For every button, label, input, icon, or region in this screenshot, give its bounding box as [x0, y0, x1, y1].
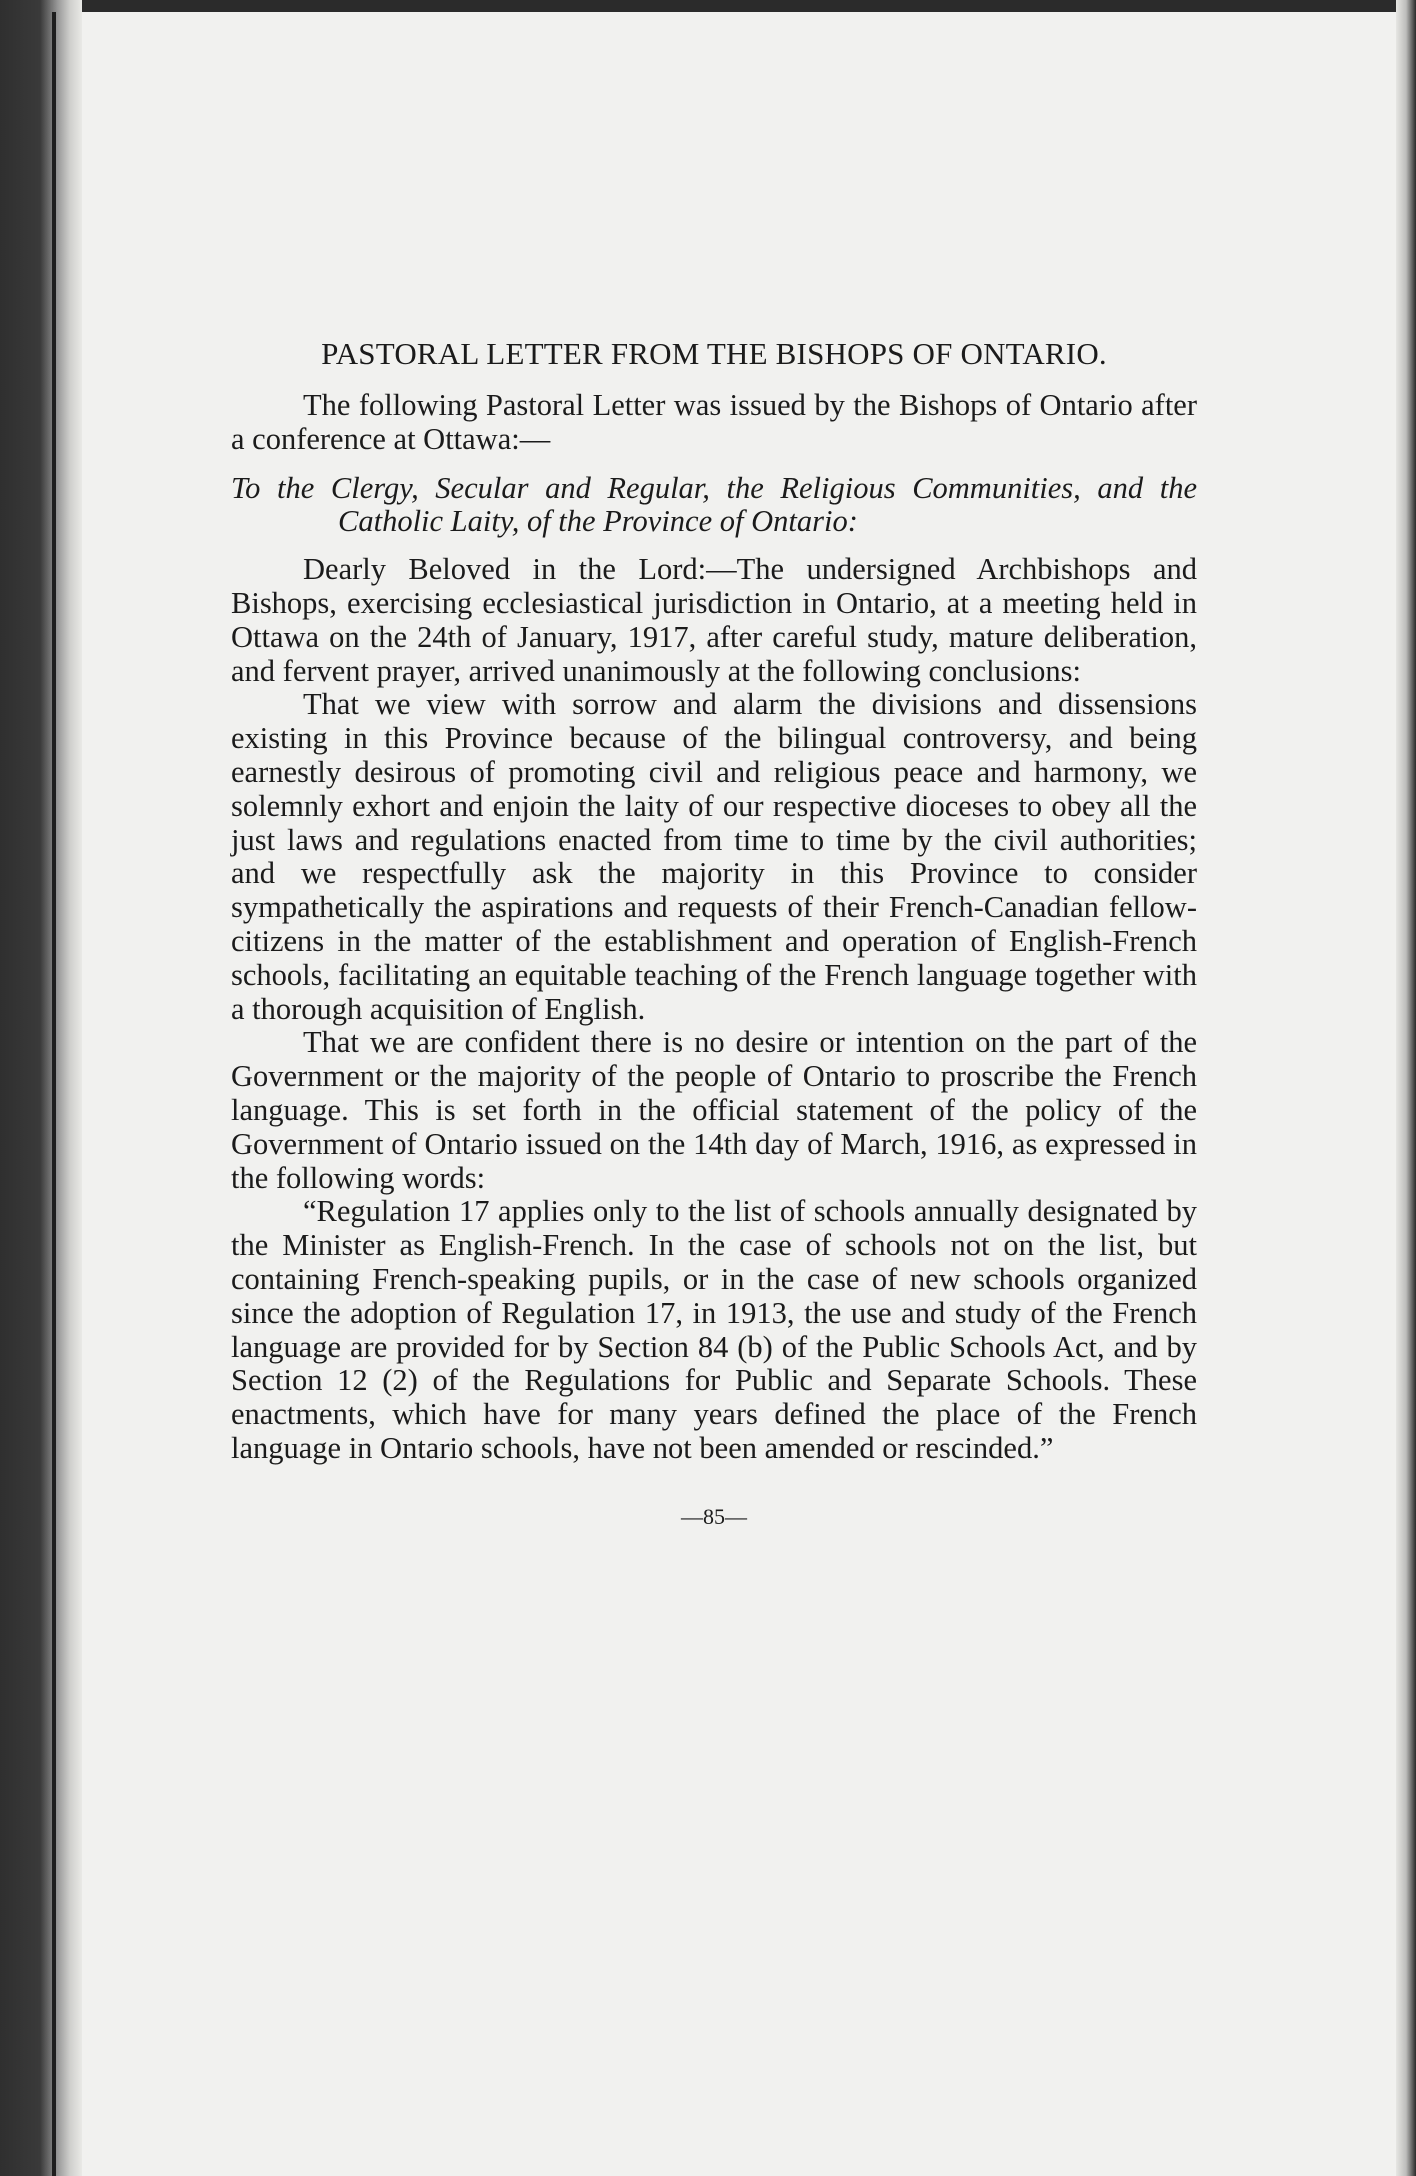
page-number: —85—: [681, 1503, 747, 1529]
book-binding-shadow: [0, 0, 82, 2176]
document-title: PASTORAL LETTER FROM THE BISHOPS OF ONTARIO.: [321, 336, 1107, 371]
quoted-regulation-paragraph: “Regulation 17 applies only to the list of schools annually designated by the Minister as English-French. In the case of schools not on the list, but containing French-speaking pupils, or in the case of new schools organized since the adoption of Regulation 17, in 1913, the use and study of the French language are provided for by Section 84 (b) of the Public Schools Act, and by Section 12 (2) of the Regulations for Public and Separate Schools. These enactments, which have for many years defined the place of the French language in Ontario schools, have not been amended or rescinded.”: [231, 1194, 1197, 1465]
body-paragraph: That we view with sorrow and alarm the divisions and dissensions existing in this Province because of the bilingual controversy, and being earnestly desirous of promoting civil and religious peace and harmony, we solemnly exhort and enjoin the laity of our respective dioceses to obey all the just laws and regulations enacted from time to time by the civil authorities; and we respectfully ask the majority in this Province to consider sympathetically the aspirations and requests of their French-Canadian fellow-citizens in the matter of the establishment and operation of English-French schools, facilitating an equitable teaching of the French language together with a thorough acquisition of English.: [231, 687, 1197, 1026]
scan-top-edge: [0, 0, 1416, 12]
binding-edge-line: [52, 12, 56, 2176]
body-paragraph: That we are confident there is no desire or intention on the part of the Government or the majority of the people of Ontario to proscribe the French language. This is set forth in the official statement of the policy of the Government of Ontario issued on the 14th day of March, 1916, as expressed in the following words:: [231, 1025, 1197, 1195]
body-paragraph: Dearly Beloved in the Lord:—The undersigned Archbishops and Bishops, exercising ecclesiastical jurisdiction in Ontario, at a meeting held in Ottawa on the 24th of January, 1917, after careful study, mature deliberation, and fervent prayer, arrived unanimously at the following conclusions:: [231, 552, 1197, 688]
scan-right-edge: [1396, 0, 1416, 2176]
page-text-block: [231, 336, 1197, 1534]
intro-paragraph: The following Pastoral Letter was issued by the Bishops of Ontario after a conference at Ottawa:—: [231, 388, 1197, 456]
salutation-address: To the Clergy, Secular and Regular, the Religious Communities, and the Catholic Laity, of the Province of Ontario:: [231, 470, 1197, 539]
